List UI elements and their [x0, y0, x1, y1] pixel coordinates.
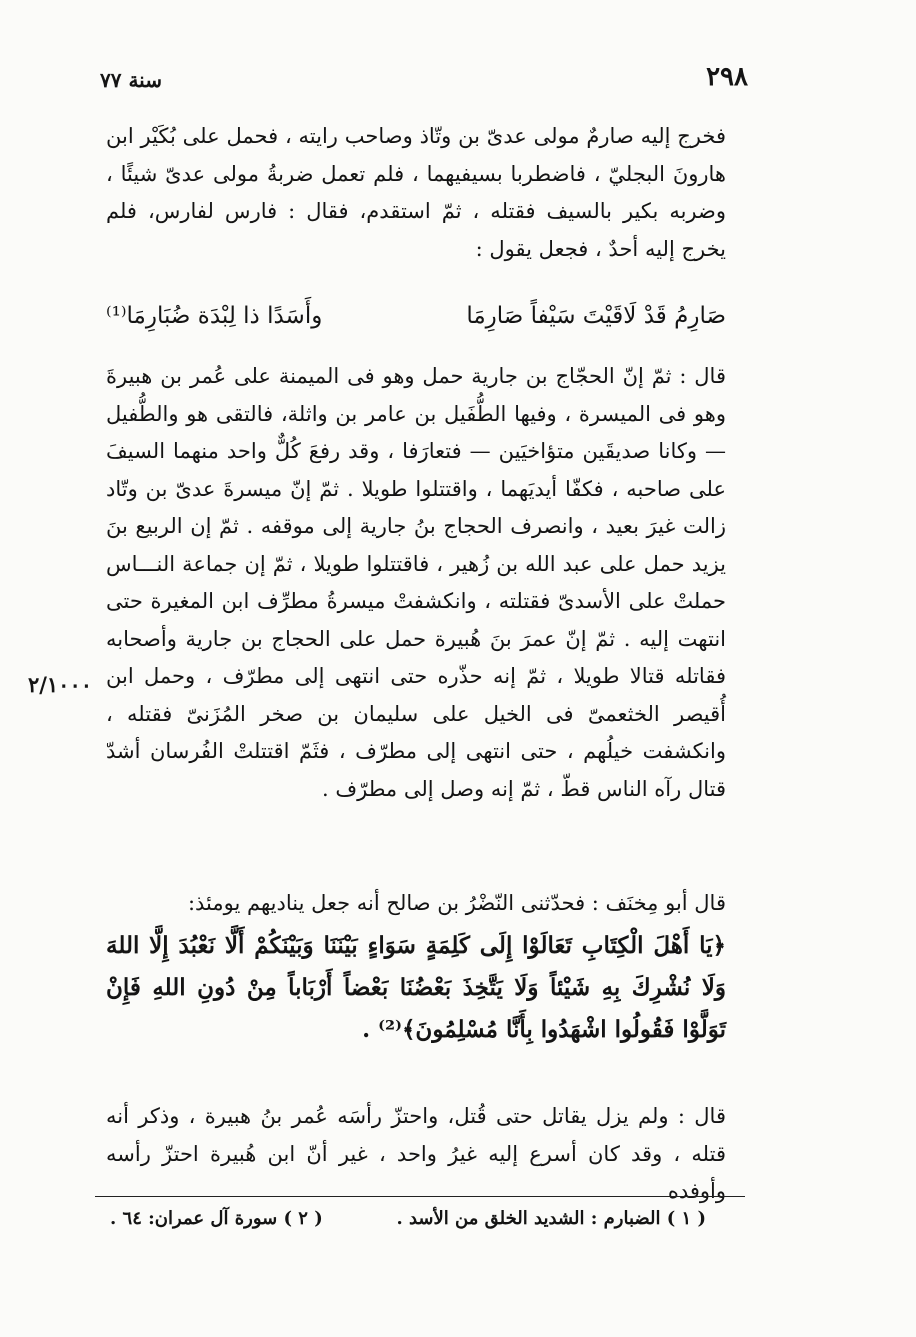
quran-quotation: ﴿يَا أَهْلَ الْكِتَابِ تَعَالَوْا إِلَى كَلِمَةٍ سَوَاءٍ بَيْنَنَا وَبَيْنَكُمْ أَلَّا نَعْبُدَ إِلَّا اللهَ وَلَا نُشْرِكَ بِهِ شَيْئاً وَلَا يَتَّخِذَ بَعْضُنَا بَعْضاً أَرْبَاباً مِنْ دُونِ اللهِ فَإِنْ تَوَلَّوْا فَقُولُوا اشْهَدُوا بِأَنَّا مُسْلِمُونَ﴾⁽²⁾ .: [106, 932, 726, 1043]
paragraph-1: فخرج إليه صارمٌ مولى عدىّ بن وتّاذ وصاحب رايته ، فحمل على بُكَيْر ابن هارونَ البجليّ ، فاضطربا بسيفيهما ، فلم تعمل ضربةُ مولى عدىّ شيئًا ، وضربه بكير بالسيف فقتله ، ثمّ استقدم، فقال : فارس لفارس، فلم يخرج إليه أحدٌ ، فجعل يقول :: [106, 124, 726, 261]
verse-hemistich-1: صَارِمُ قَدْ لَاقَيْتَ سَيْفاً صَارِمَا: [466, 303, 726, 329]
page-number: ٢٩٨: [706, 62, 748, 92]
footnote-2: ( ٢ ) سورة آل عمران: ٦٤ .: [110, 1208, 323, 1229]
footnote-divider: [95, 1196, 745, 1197]
paragraph-2: قال : ثمّ إنّ الحجّاج بن جارية حمل وهو فى الميمنة على عُمر بن هبيرةَ وهو فى الميسرة ، وفيها الطُّفَيل بن عامر بن واثلة، فالتقى هو والطُّفيل — وكانا صديقَين متؤاخيَين — فتعارَفا ، وقد رفعَ كُلٌّ واحد منهما السيفَ على صاحبه ، فكفّا أيديَهما ، واقتتلوا طويلا . ثمّ إنّ ميسرةَ عدىّ بن وتّاد زالت غيرَ بعيد ، وانصرف الحجاج بنُ جارية إلى موقفه . ثمّ إن الربيع بنَ يزيد حمل على عبد الله بن زُهير ، فاقتتلوا طويلا ، ثمّ إن جماعة النـــاس حملتْ على الأسدىّ فقتلته ، وانكشفتْ ميسرةُ مطرِّف ابن المغيرة حتى انتهت إليه . ثمّ إنّ عمرَ بنَ هُبيرة حمل على الحجاج بن جارية وأصحابه فقاتله قتالا طويلا ، ثمّ إنه حذّره حتى انتهى إلى مطرّف ، وحمل ابن أُقيصر الخثعمىّ فى الخيل على سليمان بن صخر المُزَنىّ فقتله ، وانكشفت خيلُهم ، حتى انتهى إلى مطرّف ، فثَمّ اقتتلتْ الفُرسان أشدّ قتال رآه الناس قطّ ، ثمّ إنه وصل إلى مطرّف .: [106, 364, 726, 801]
paragraph-4: قال : ولم يزل يقاتل حتى قُتل، واحتزّ رأسَه عُمر بنُ هبيرة ، وذكر أنه قتله ، وقد كان أسرع إليه غيرُ واحد ، غير أنّ ابن هُبيرة احتزّ رأسه وأوفده: [106, 1104, 726, 1203]
running-header-year: سنة ٧٧: [100, 68, 162, 92]
poetry-verse: [106, 296, 726, 336]
verse-hemistich-2: وأَسَدًا ذا لِبْدَة ضُبَارِمَا⁽¹⁾: [106, 303, 323, 329]
footnote-1: ( ١ ) الضبارم : الشديد الخلق من الأسد .: [396, 1208, 706, 1229]
paragraph-3: قال أبو مِخنَف : فحدّثنى النّضْرُ بن صالح أنه جعل يناديهم يومئذ:: [187, 891, 726, 915]
margin-reference: ٢/١٠٠٠: [27, 672, 93, 697]
